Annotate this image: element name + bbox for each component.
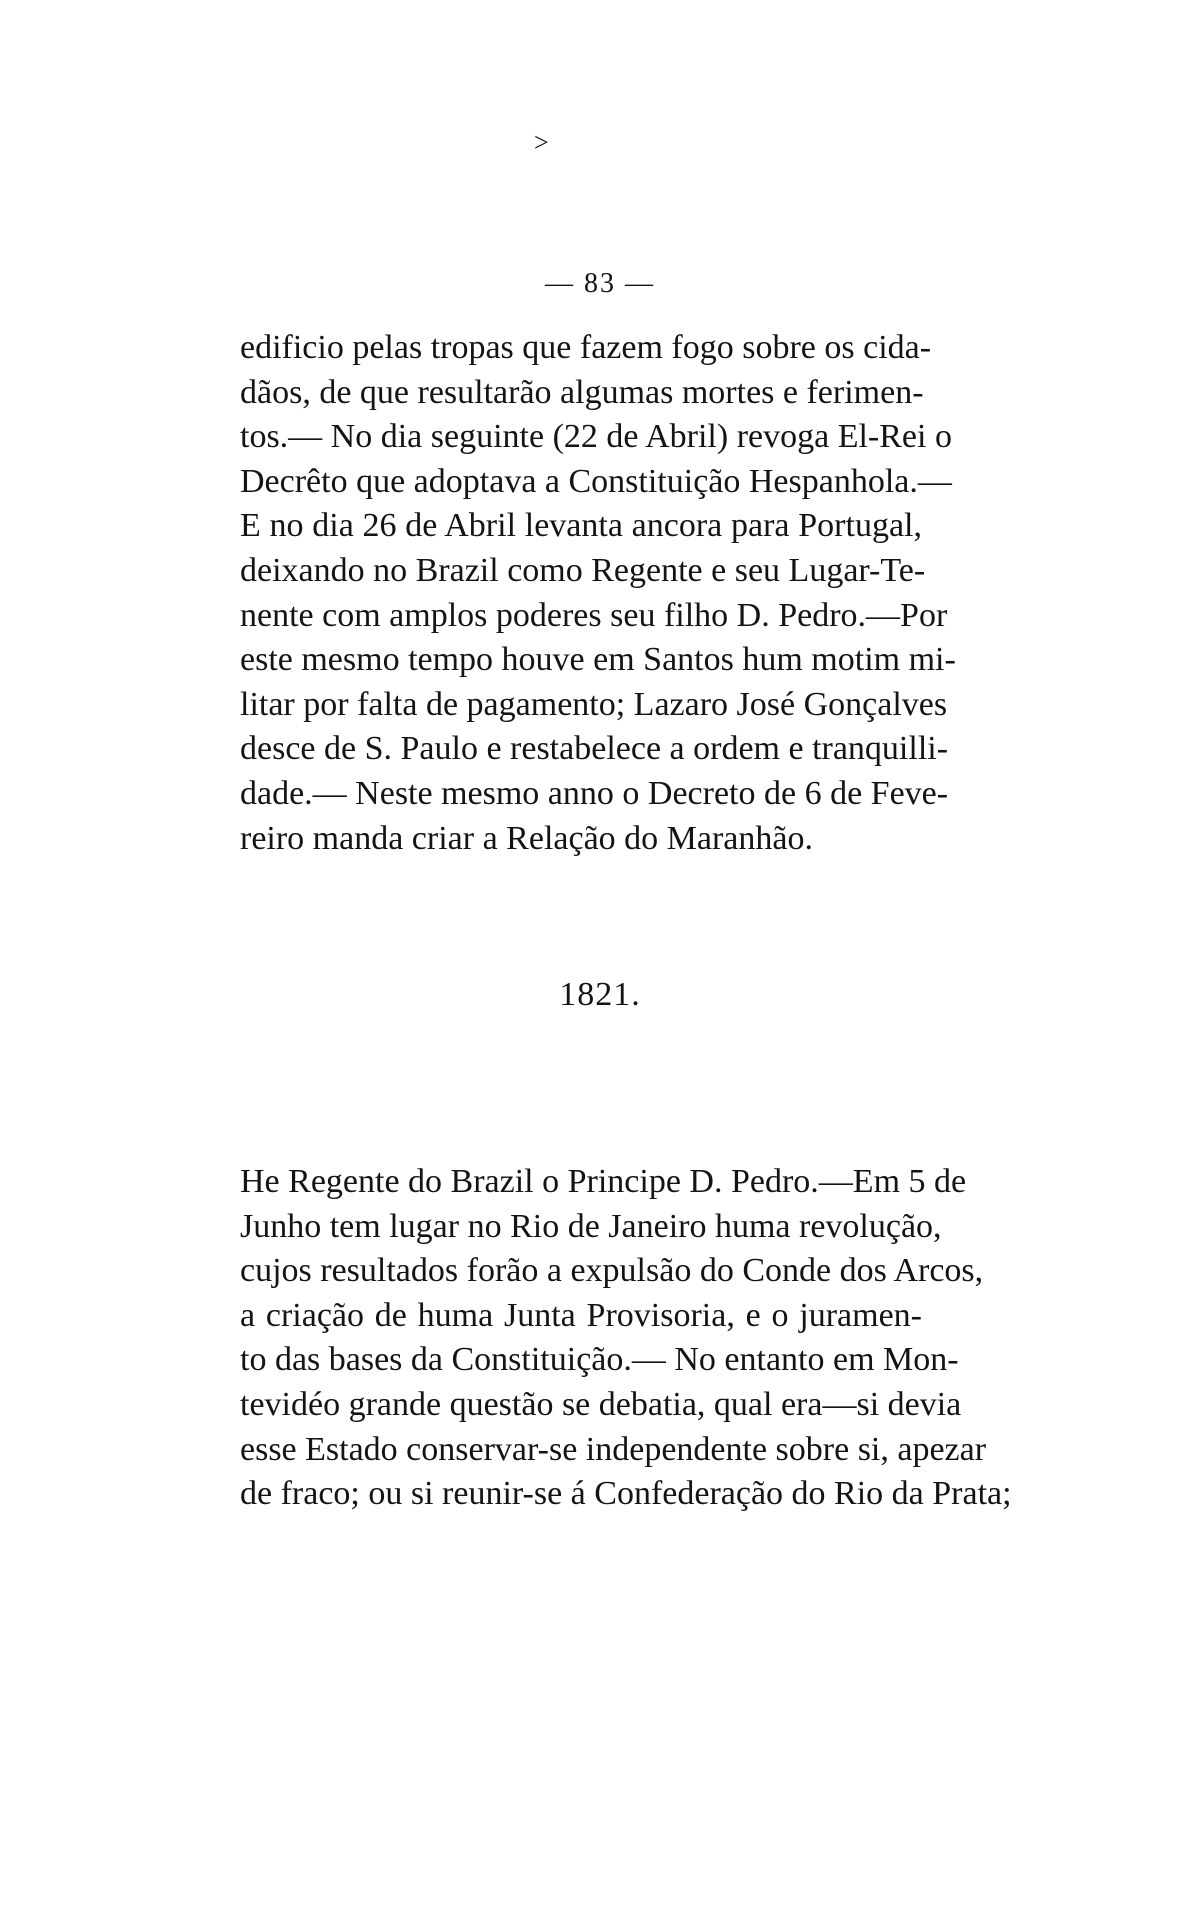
text-line: de fraco; ou si reunir-se á Confederação do Rio da Prata; <box>240 1475 1012 1513</box>
paragraph-1 <box>240 326 956 861</box>
text-line: desce de S. Paulo e restabelece a ordem e tranquilli- <box>240 730 949 768</box>
text-line: Decrêto que adoptava a Constituição Hespanhola.— <box>240 462 952 500</box>
text-line: E no dia 26 de Abril levanta ancora para Portugal, <box>240 507 922 545</box>
paragraph-2 <box>240 1160 1012 1517</box>
section-year-heading: 1821. <box>559 976 641 1013</box>
text-line: a criação de huma Junta Provisoria, e o juramen- <box>240 1296 922 1334</box>
text-line: esse Estado conservar-se independente sobre si, apezar <box>240 1430 987 1468</box>
text-line: deixando no Brazil como Regente e seu Lugar-Te- <box>240 551 926 589</box>
text-line: tos.— No dia seguinte (22 de Abril) revoga El-Rei o <box>240 418 952 456</box>
text-line: dãos, de que resultarão algumas mortes e ferimen- <box>240 373 924 411</box>
text-line: to das bases da Constituição.— No entanto em Mon- <box>240 1341 959 1379</box>
top-mark: ˃ <box>534 128 549 157</box>
text-line: He Regente do Brazil o Principe D. Pedro.—Em 5 de <box>240 1163 967 1200</box>
text-line: edificio pelas tropas que fazem fogo sobre os cida- <box>240 329 932 366</box>
page-number: — 83 — <box>545 268 655 299</box>
text-line: nente com amplos poderes seu filho D. Pedro.—Por <box>240 596 948 634</box>
text-line: reiro manda criar a Relação do Maranhão. <box>240 819 813 857</box>
text-line: Junho tem lugar no Rio de Janeiro huma revolução, <box>240 1207 942 1245</box>
text-line: este mesmo tempo houve em Santos hum motim mi- <box>240 641 956 679</box>
text-line: cujos resultados forão a expulsão do Conde dos Arcos, <box>240 1252 984 1290</box>
text-line: tevidéo grande questão se debatia, qual era—si devia <box>240 1385 962 1423</box>
text-line: dade.— Neste mesmo anno o Decreto de 6 de Feve- <box>240 774 949 812</box>
text-line: litar por falta de pagamento; Lazaro José Gonçalves <box>240 685 948 723</box>
